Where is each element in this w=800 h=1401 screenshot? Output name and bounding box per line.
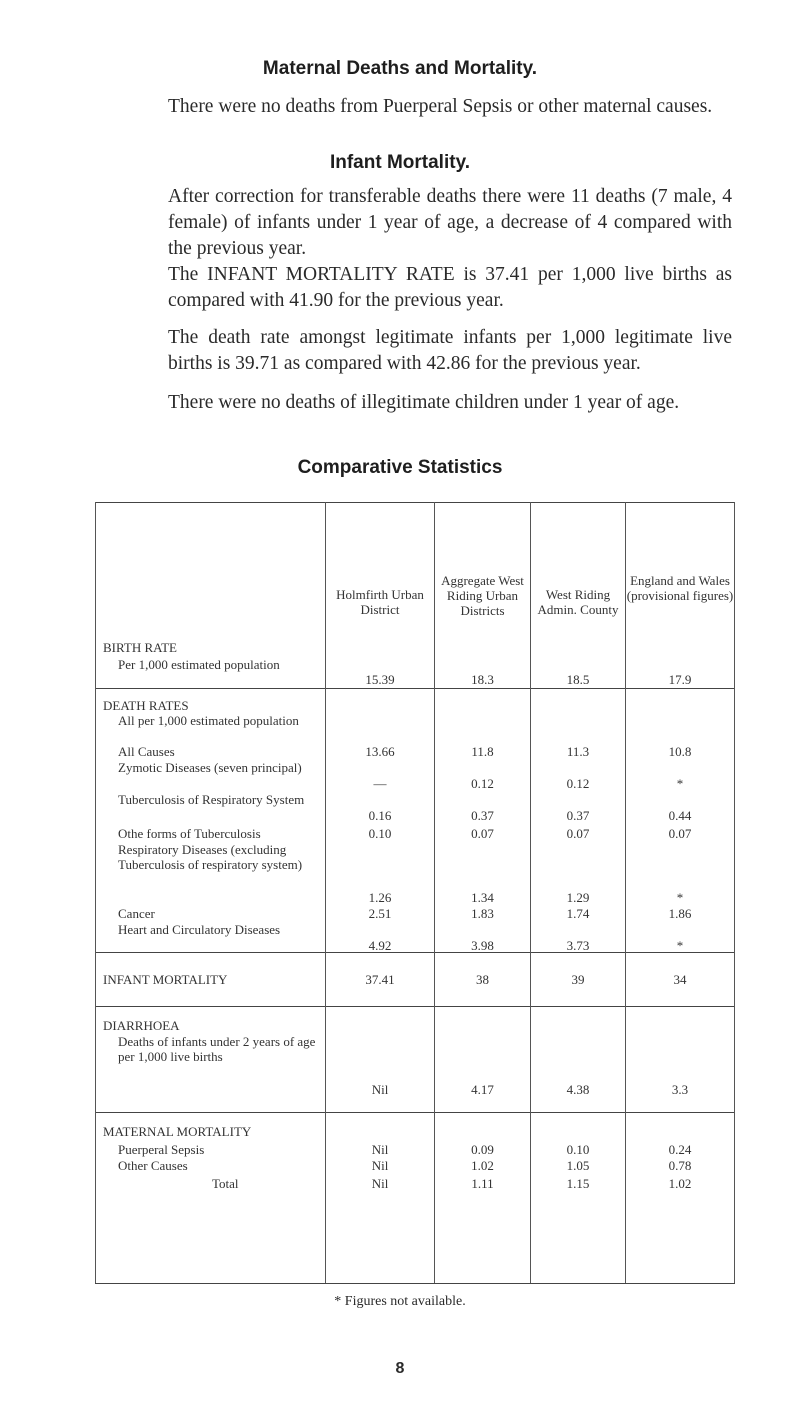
page-number: 8 (395, 1360, 405, 1377)
death-row-label: Othe forms of Tuberculosis (118, 826, 261, 841)
death-row-value: * (676, 890, 684, 905)
maternal-row-value: Nil (371, 1142, 389, 1157)
diarrhoea-value: 3.3 (671, 1082, 689, 1097)
death-row-value: 1.74 (566, 906, 590, 921)
death-row-value: * (676, 776, 684, 791)
maternal-row-value: 1.02 (668, 1176, 692, 1191)
death-rates-heading: DEATH RATES (103, 698, 189, 713)
infant-mortality-para-2: The INFANT MORTALITY RATE is 37.41 per 1,000 live births as compared with 41.90 for the previous year. (168, 264, 732, 311)
infant-mortality-row-label: INFANT MORTALITY (103, 972, 228, 987)
death-row-value: 1.86 (668, 906, 692, 921)
infant-mortality-heading: Infant Mortality. (329, 152, 471, 173)
death-row-label: Cancer (118, 906, 155, 921)
diarrhoea-heading: DIARRHOEA (103, 1018, 180, 1033)
death-row-label: Heart and Circulatory Diseases (118, 922, 281, 937)
maternal-row-value: 1.15 (566, 1176, 590, 1191)
maternal-row-value: 0.78 (668, 1158, 692, 1173)
maternal-row-value: 1.02 (471, 1158, 494, 1173)
death-row-value: 13.66 (365, 744, 395, 759)
death-row-value: 0.07 (668, 826, 692, 841)
death-row-value: 11.3 (566, 744, 590, 759)
death-row-label: All Causes (118, 744, 175, 759)
death-row-value: * (676, 938, 684, 953)
death-row-value: — (373, 776, 387, 791)
death-row-value: 1.34 (471, 890, 494, 905)
birth-rate-holmfirth: 15.39 (365, 672, 395, 687)
table-footnote: * Figures not available. (334, 1294, 466, 1309)
maternal-row-value: Nil (371, 1176, 389, 1191)
maternal-row-value: 1.11 (471, 1176, 494, 1191)
diarrhoea-value: 4.38 (566, 1082, 590, 1097)
death-row-value: 1.83 (471, 906, 494, 921)
maternal-row-label: Total (212, 1176, 239, 1191)
maternal-row-label: Puerperal Sepsis (118, 1142, 205, 1157)
death-row-value: 11.8 (471, 744, 494, 759)
col-header-west-riding-county: West Riding Admin. County (537, 587, 619, 617)
maternal-row-value: 0.09 (471, 1142, 494, 1157)
death-row-value: 2.51 (368, 906, 392, 921)
col-header-england-wales: England and Wales (provisional figures) (626, 573, 734, 603)
col-header-holmfirth: Holmfirth Urban District (336, 587, 424, 617)
birth-rate-heading: BIRTH RATE (103, 640, 177, 655)
maternal-row-value: 0.24 (668, 1142, 692, 1157)
death-row-value: 1.29 (566, 890, 590, 905)
col-header-aggregate-west-riding: Aggregate West Riding Urban Districts (441, 573, 524, 618)
death-row-value: 10.8 (668, 744, 692, 759)
comparative-statistics-heading: Comparative Statistics (297, 457, 503, 478)
maternal-row-label: Other Causes (118, 1158, 188, 1173)
death-row-label: Respiratory Diseases (excluding Tuberculosis of respiratory system) (118, 842, 303, 872)
death-row-value: 0.12 (566, 776, 590, 791)
diarrhoea-label: Deaths of infants under 2 years of age per 1,000 live births (118, 1034, 316, 1064)
death-row-value: 3.98 (471, 938, 494, 953)
infant-mortality-para-4: There were no deaths of illegitimate children under 1 year of age. (168, 392, 680, 413)
infant-mortality-value: 38 (476, 972, 489, 987)
infant-mortality-value: 39 (571, 972, 585, 987)
death-row-value: 0.44 (668, 808, 692, 823)
death-row-value: 0.07 (471, 826, 494, 841)
death-row-label: Tuberculosis of Respiratory System (118, 792, 305, 807)
infant-mortality-value: 37.41 (365, 972, 395, 987)
maternal-deaths-heading: Maternal Deaths and Mortality. (262, 58, 538, 79)
death-row-value: 0.37 (471, 808, 494, 823)
death-row-label: Zymotic Diseases (seven principal) (118, 760, 302, 775)
maternal-row-value: 1.05 (566, 1158, 590, 1173)
death-row-value: 4.92 (368, 938, 392, 953)
birth-rate-england: 17.9 (668, 672, 692, 687)
birth-rate-county: 18.5 (566, 672, 590, 687)
maternal-mortality-heading: MATERNAL MORTALITY (103, 1124, 252, 1139)
maternal-row-value: Nil (371, 1158, 389, 1173)
death-row-value: 1.26 (368, 890, 392, 905)
death-row-value: 0.37 (566, 808, 590, 823)
death-rates-sub: All per 1,000 estimated population (118, 713, 299, 728)
death-row-value: 0.16 (368, 808, 392, 823)
death-row-value: 3.73 (566, 938, 590, 953)
maternal-row-value: 0.10 (566, 1142, 590, 1157)
diarrhoea-value: 4.17 (471, 1082, 494, 1097)
infant-mortality-value: 34 (673, 972, 687, 987)
infant-mortality-para-1: After correction for transferable deaths there were 11 deaths (7 male, 4 female) of infants under 1 year of age, a decrease of 4 compared with the previous year. (168, 186, 732, 259)
diarrhoea-value: Nil (371, 1082, 389, 1097)
death-row-value: 0.07 (566, 826, 590, 841)
death-row-value: 0.10 (368, 826, 392, 841)
maternal-deaths-sentence: There were no deaths from Puerperal Sepsis or other maternal causes. (168, 96, 713, 117)
death-row-value: 0.12 (471, 776, 494, 791)
birth-rate-aggregate: 18.3 (471, 672, 494, 687)
birth-rate-label: Per 1,000 estimated population (118, 657, 280, 672)
infant-mortality-para-3: The death rate amongst legitimate infants per 1,000 legitimate live births is 39.71 as compared with 42.86 for the previous year. (168, 327, 732, 374)
